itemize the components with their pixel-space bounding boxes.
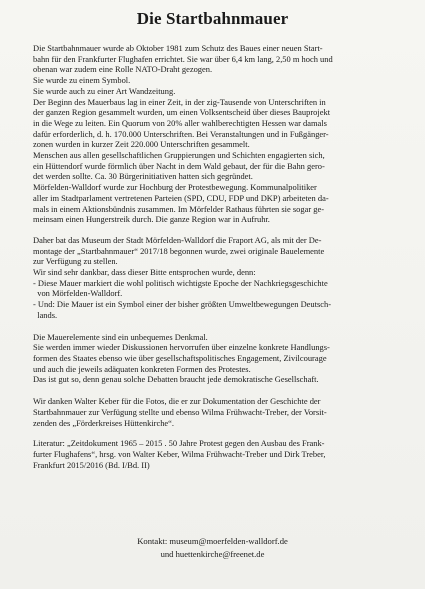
text-line: Sie werden immer wieder Diskussionen hervorrufen über einzelne konkrete Handlungs- bbox=[33, 342, 330, 353]
text-line: formen des Staates ebenso wie über gesellschaftspolitisches Engagement, Zivilcourage bbox=[33, 352, 327, 363]
text-line: Literatur: „Zeitdokument 1965 – 2015 . 50 Jahre Protest gegen den Ausbau des Frank- bbox=[33, 438, 325, 449]
text-line: Das ist gut so, denn genau solche Debatten braucht jede demokratische Gesellschaft. bbox=[33, 374, 319, 385]
text-line: zenden des „Förderkreises Hüttenkirche“. bbox=[33, 417, 175, 428]
contact-line: Kontakt: museum@moerfelden-walldorf.de bbox=[137, 536, 288, 546]
text-line: dafür erforderlich, d. h. 170.000 Unterschriften. Bei Veranstaltungen und in Fußgänger- bbox=[33, 128, 329, 139]
text-line: Sie wurde auch zu einer Art Wandzeitung. bbox=[33, 85, 176, 96]
text-line: - Diese Mauer markiert die wohl politisch wichtigste Epoche der Nachkriegsgeschichte bbox=[33, 277, 328, 288]
text-line: in die Wege zu leiten. Ein Quorum von 20% aller wahlberechtigten Hessen war damals bbox=[33, 117, 327, 128]
text-line: der ganzen Region gesammelt wurden, um einen Volksentscheid über dieses Bauprojekt bbox=[33, 107, 331, 118]
text-line: - Und: Die Mauer ist ein Symbol einer der bisher größten Umweltbewegungen Deutsch- bbox=[33, 299, 332, 310]
paragraph-thanks bbox=[33, 396, 413, 428]
text-line: meinsam einen Hungerstreik durch. Die ganze Region war in Aufruhr. bbox=[33, 214, 270, 225]
text-line: furter Flughafens“, hrsg. von Walter Keber, Wilma Frühwacht-Treber und Dirk Treber, bbox=[33, 448, 326, 459]
text-line: zonen wurden in kurzer Zeit 220.000 Unterschriften gesammelt. bbox=[33, 139, 250, 150]
paragraph-museum-request bbox=[33, 235, 413, 321]
text-line: obenan war zudem eine Rolle NATO-Draht gezogen. bbox=[33, 64, 213, 75]
text-line: Startbahnmauer zur Verfügung stellte und ebenso Wilma Frühwacht-Treber, der Vorsit- bbox=[33, 406, 327, 417]
paragraph-literature bbox=[33, 438, 413, 470]
document-body bbox=[33, 43, 413, 470]
text-line: Wir danken Walter Keber für die Fotos, die er zur Dokumentation der Geschichte der bbox=[33, 396, 321, 407]
text-line: zur Verfügung zu stellen. bbox=[33, 256, 118, 267]
text-line: aller im Stadtparlament vertretenen Parteien (SPD, CDU, FDP und DKP) arbeiteten da- bbox=[33, 192, 329, 203]
text-line: det werden sollte. Ca. 30 Bürgerinitiativen hatten sich gegründet. bbox=[33, 171, 253, 182]
text-line: Sie wurde zu einem Symbol. bbox=[33, 75, 131, 86]
text-line: Daher bat das Museum der Stadt Mörfelden-Walldorf die Fraport AG, als mit der De- bbox=[33, 234, 322, 245]
paragraph-history bbox=[33, 43, 413, 225]
text-line: Die Startbahnmauer wurde ab Oktober 1981 zum Schutz des Baues einer neuen Start- bbox=[33, 43, 323, 53]
text-line: Wir sind sehr dankbar, dass dieser Bitte entsprochen wurde, denn: bbox=[33, 267, 256, 278]
text-line: mals in einem Aktionsbündnis zusammen. Im Mörfelder Rathaus führten sie sogar ge- bbox=[33, 203, 325, 214]
text-line: Frankfurt 2015/2016 (Bd. I/Bd. II) bbox=[33, 459, 150, 470]
contact-line: und huettenkirche@freenet.de bbox=[160, 548, 265, 559]
text-line: Der Beginn des Mauerbaus lag in einer Zeit, in der zig-Tausende von Unterschriften in bbox=[33, 96, 326, 107]
paragraph-monument bbox=[33, 332, 413, 386]
text-line: ein Hüttendorf wurde förmlich über Nacht in dem Wald gebaut, der für die Bahn gero- bbox=[33, 160, 325, 171]
text-line: Die Mauerelemente sind ein unbequemes Denkmal. bbox=[33, 331, 208, 342]
text-line: montage der „Startbahnmauer“ 2017/18 begonnen wurde, zwei originale Bauelemente bbox=[33, 245, 325, 256]
contact-block bbox=[0, 535, 425, 560]
text-line: und auch die jeweils adäquaten konkreten Formen des Protestes. bbox=[33, 363, 251, 374]
page-title: Die Startbahnmauer bbox=[136, 9, 289, 28]
text-line: bahn für den Frankfurter Flughafen errichtet. Sie war über 6,4 km lang, 2,50 m hoch und bbox=[33, 53, 333, 64]
text-line: Menschen aus allen gesellschaftlichen Gruppierungen und Schichten engagierten sich, bbox=[33, 150, 325, 161]
text-line: lands. bbox=[33, 309, 58, 320]
text-line: Mörfelden-Walldorf wurde zur Hochburg der Protestbewegung. Kommunalpolitiker bbox=[33, 182, 317, 193]
text-line: von Mörfelden-Walldorf. bbox=[33, 288, 123, 299]
